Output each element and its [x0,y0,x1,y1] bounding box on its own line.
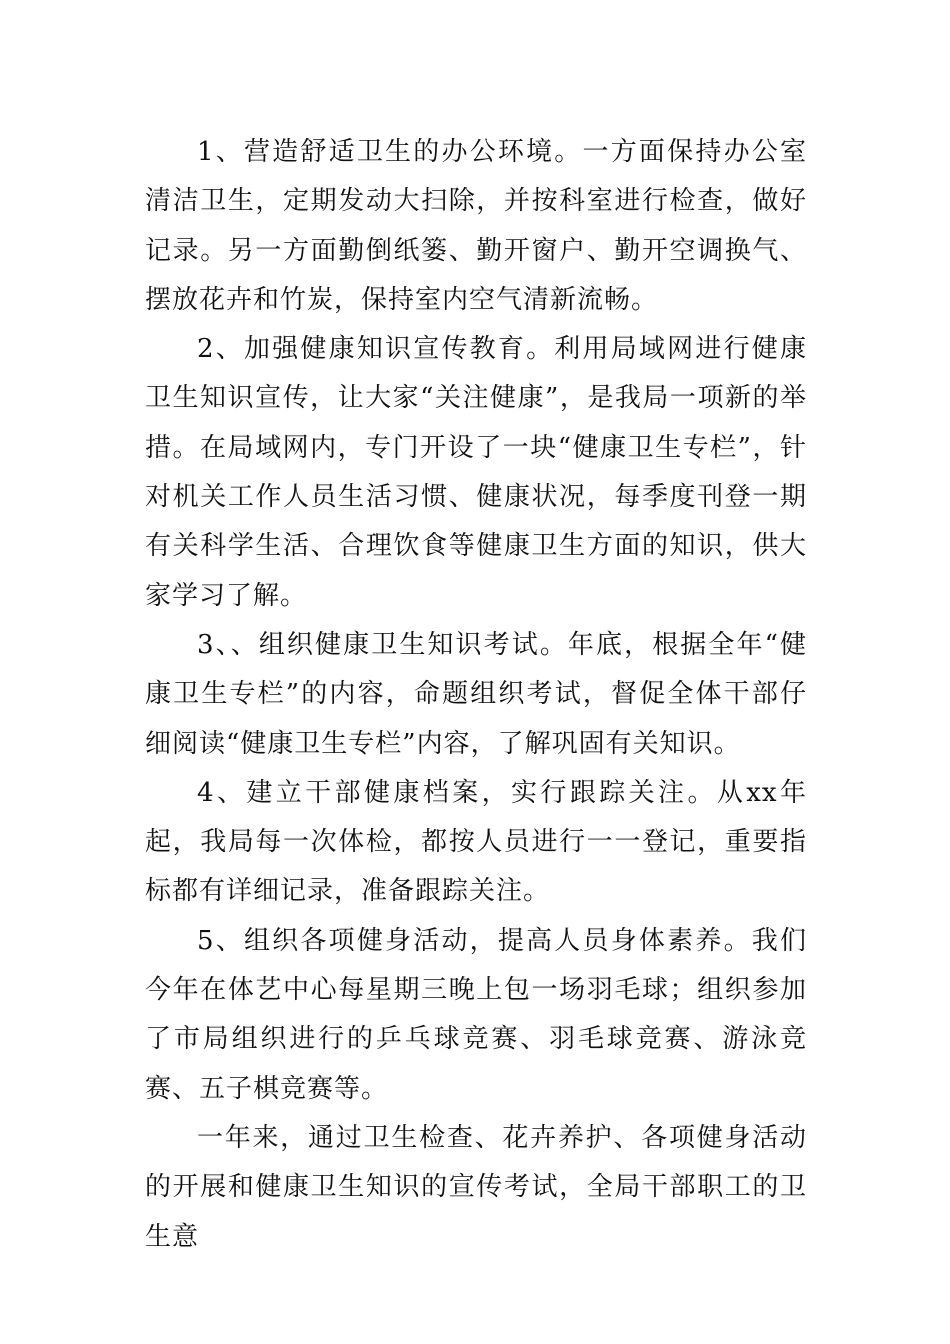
paragraph-3: 3、、组织健康卫生知识考试。年底，根据全年“健康卫生专栏”的内容，命题组织考试，督促全体干部仔细阅读“健康卫生专栏”内容，了解巩固有关知识。 [145,629,807,759]
paragraph-1: 1、营造舒适卫生的办公环境。一方面保持办公室清洁卫生，定期发动大扫除，并按科室进行检查，做好记录。另一方面勤倒纸篓、勤开窗户、勤开空调换气、摆放花卉和竹炭，保持室内空气清新流畅。 [145,137,807,315]
paragraph-2: 2、加强健康知识宣传教育。利用局域网进行健康卫生知识宣传，让大家“关注健康”，是我局一项新的举措。在局域网内，专门开设了一块“健康卫生专栏”，针对机关工作人员生活习惯、健康状况，每季度刊登一期有关科学生活、合理饮食等健康卫生方面的知识，供大家学习了解。 [145,334,807,611]
document-body [145,128,807,1262]
paragraph-6: 一年来，通过卫生检查、花卉养护、各项健身活动的开展和健康卫生知识的宣传考试，全局干部职工的卫生意 [145,1122,807,1252]
paragraph-5: 5、组织各项健身活动，提高人员身体素养。我们今年在体艺中心每星期三晚上包一场羽毛球；组织参加了市局组织进行的乒乓球竞赛、羽毛球竞赛、游泳竞赛、五子棋竞赛等。 [145,925,807,1104]
paragraph-4: 4、建立干部健康档案，实行跟踪关注。从xx年起，我局每一次体检，都按人员进行一一登记，重要指标都有详细记录，准备跟踪关注。 [145,777,807,907]
